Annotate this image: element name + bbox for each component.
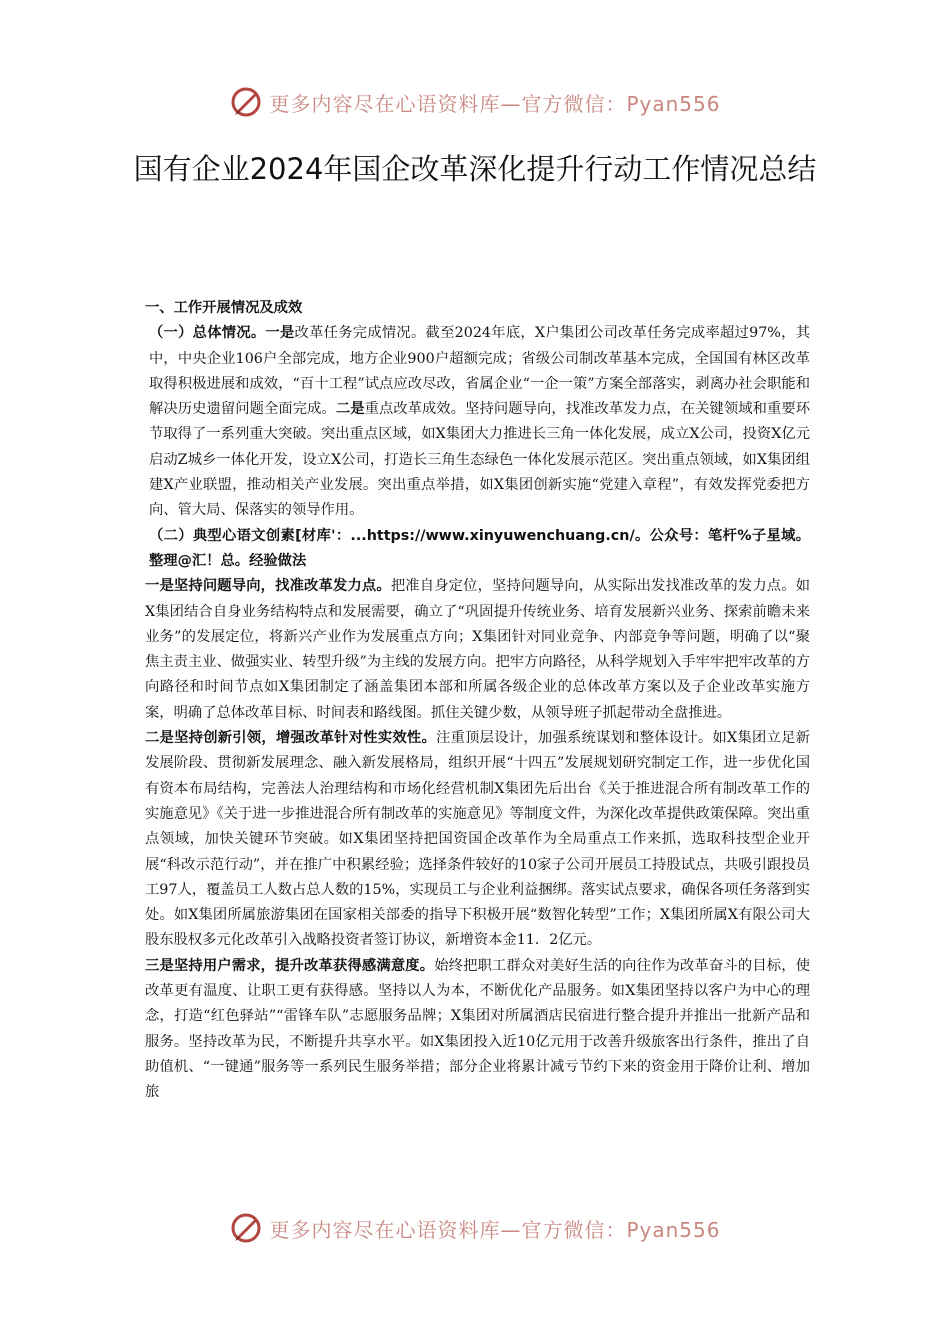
paragraph-text: 把准自身定位，坚持问题导向，从实际出发找准改革的发力点。如X集团结合自身业务结构特点和发展需要，确立了“巩固提升传统业务、培育发展新兴业务、探索前瞻未来业务”的发展定位，将新兴产业作为发展重点方向；X集团针对同业竞争、内部竞争等问题，明确了以“聚焦主责主业、做强实业、转型升级”为主线的发展方向。把牢方向路径，从科学规划入手牢牢把牢改革的方向路径和时间节点如X集团制定了涵盖集团本部和所属各级企业的总体改革方案以及子企业改革实施方案，明确了总体改革目标、时间表和路线图。抓住关键少数，从领导班子抓起带动全盘推进。 xyxy=(145,578,811,721)
pen-logo-icon xyxy=(229,1211,263,1245)
banner-text: 更多内容尽在心语资料库—官方微信：Pyan556 xyxy=(269,1217,721,1242)
section-heading: 一、工作开展情况及成效 xyxy=(145,300,303,316)
document-body xyxy=(145,296,810,1106)
document-title: 国有企业2024年国企改革深化提升行动工作情况总结 xyxy=(133,152,817,186)
pen-logo-icon xyxy=(229,85,263,119)
paragraph-lead: 三是坚持用户需求，提升改革获得感满意度。 xyxy=(145,957,435,974)
paragraph-user-needs xyxy=(145,954,810,1106)
paragraph-text: 始终把职工群众对美好生活的向往作为改革奋斗的目标，使改革更有温度、让职工更有获得感。坚持以人为本，不断优化产品服务。如X集团坚持以客户为中心的理念，打造“红色驿站”“雷锋车队”志愿服务品牌；X集团对所属酒店民宿进行整合提升并推出一批新产品和服务。坚持改革为民，不断提升共享水平。如X集团投入近10亿元用于改善升级旅客出行条件，推出了自助值机、“一键通”服务等一系列民生服务举措；部分企业将累计减亏节约下来的资金用于降价让利、增加旅 xyxy=(145,957,810,1101)
paragraph-lead: 二是坚持创新引领，增强改革针对性实效性。 xyxy=(145,730,437,747)
paragraph-text: 注重顶层设计，加强系统谋划和整体设计。如X集团立足新发展阶段、贯彻新发展理念、融入新发展格局，组织开展“十四五”发展规划研究制定工作，进一步优化国有资本布局结构，完善法人治理结构和市场化经营机制X集团先后出台《关于推进混合所有制改革工作的实施意见》《关于进一步推进混合所有制改革的实施意见》等制度文件，为深化改革提供政策保障。突出重点领域，加快关键环节突破。如X集团坚持把国资国企改革作为全局重点工作来抓，选取科技型企业开展“科改示范行动”，并在推广中积累经验；选择条件较好的10家子公司开展员工持股试点，共吸引跟投员工97人，覆盖员工人数占总人数的15%，实现员工与企业利益捆绑。落实试点要求，确保各项任务落到实处。如X集团所属旅游集团在国家相关部委的指导下积极开展“数智化转型”工作；X集团所属X有限公司大股东股权多元化改革引入战略投资者签订协议，新增资本金11．2亿元。 xyxy=(145,730,810,949)
paragraph-problem-oriented xyxy=(145,574,810,726)
paragraph-text: 改革任务完成情况。截至2024年底，X户集团公司改革任务完成率超过97%，其中，中央企业106户全部完成，地方企业900户超额完成；省级公司制改革基本完成，全国国有林区改革取得积极进展和成效，“百十工程”试点应改尽改，省属企业“一企一策”方案全部落实，剥离办社会职能和解决历史遗留问题全面完成。 xyxy=(149,325,811,418)
paragraph-text-2: 重点改革成效。坚持问题导向，找准改革发力点，在关键领域和重要环节取得了一系列重大突破。突出重点区域，如X集团大力推进长三角一体化发展，成立X公司，投资X亿元启动Z城乡一体化开发，设立X公司，打造长三角生态绿色一体化发展示范区。突出重点领域，如X集团组建X产业联盟，推动相关产业发展。突出重点举措，如X集团创新实施“党建入章程”，有效发挥党委把方向、管大局、保落实的领导作用。 xyxy=(149,401,811,519)
paragraph-overall xyxy=(145,321,810,523)
paragraph-innovation xyxy=(145,726,810,954)
banner-text: 更多内容尽在心语资料库—官方微信：Pyan556 xyxy=(269,91,721,116)
paragraph-lead-2: 二是 xyxy=(335,401,365,418)
subsection-heading: （二）典型心语文创素[材库'：...https://www.xinyuwenchuang.cn/。公众号：笔杆%子星域。整理@汇！总。经验做法 xyxy=(149,527,810,569)
header-banner xyxy=(0,82,950,122)
footer-banner xyxy=(0,1208,950,1248)
paragraph-lead: （一）总体情况。一是 xyxy=(149,325,295,342)
paragraph-lead: 一是坚持问题导向，找准改革发力点。 xyxy=(145,578,391,595)
